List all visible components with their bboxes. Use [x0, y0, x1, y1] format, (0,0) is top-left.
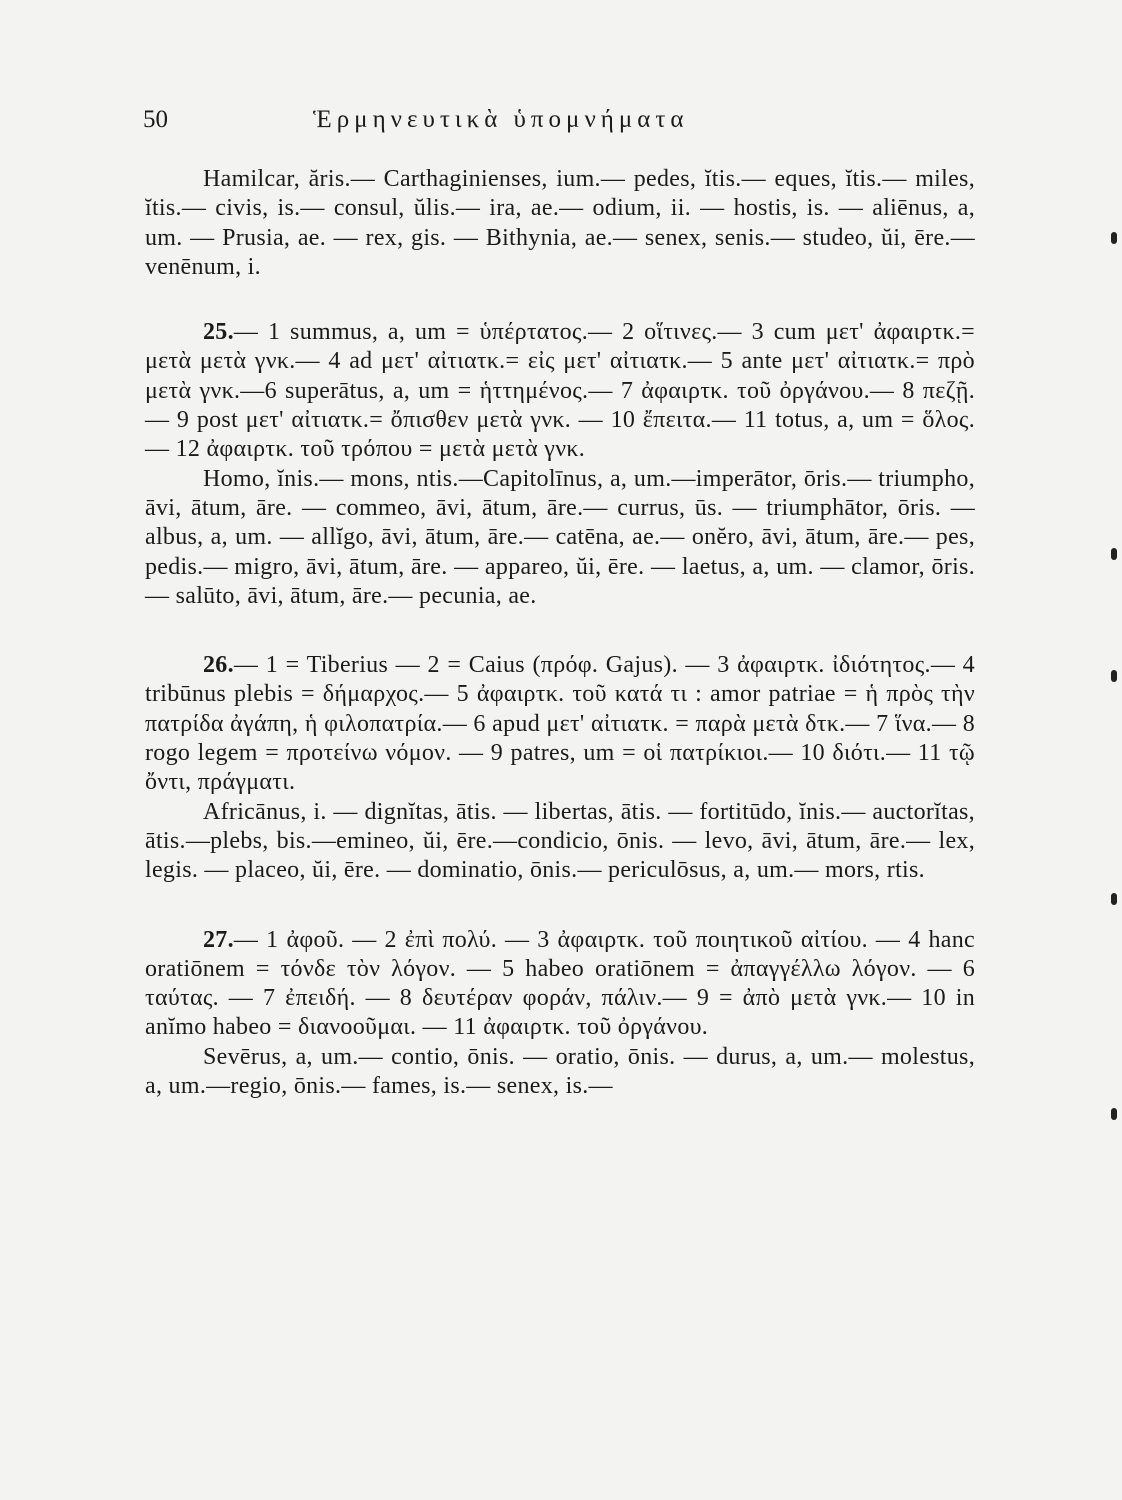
- section-spacer: [145, 611, 975, 651]
- exercise-26-notes: [145, 651, 975, 797]
- section-spacer: [145, 282, 975, 318]
- vocab-paragraph: Hamilcar, ăris.— Carthaginienses, ium.— pedes, ĭtis.— eques, ĭtis.— miles, ĭtis.— civis, is.— consul, ŭlis.— ira, ae.— odium, ii. — hostis, is. — aliēnus, a, um. — Prusia, ae. — rex, gis. — Bithynia, ae.— senex, senis.— studeo, ŭi, ēre.—venēnum, i.: [145, 166, 975, 280]
- page-header: [143, 100, 973, 140]
- margin-speck: [1111, 670, 1117, 682]
- section-number: 25.: [203, 319, 234, 346]
- exercise-notes-text: — 1 ἀφοῦ. — 2 ἐπὶ πολύ. — 3 ἀφαιρτκ. τοῦ ποιητικοῦ αἰτίου. — 4 hanc oratiōnem = τόνδε τὸν λόγον. — 5 habeo oratiōnem = ἀπαγγέλλω λόγον. — 6 ταύτας. — 7 ἐπειδή. — 8 δευτέραν φοράν, πάλιν.— 9 = ἀπὸ μετὰ γνκ.— 10 in anĭmo habeo = διανοοῦμαι. — 11 ἀφαιρτκ. τοῦ ὀργάνου.: [145, 926, 975, 1041]
- running-title: Ἑρμηνευτικὰ ὑπομνήματα: [313, 106, 689, 133]
- section-number: 27.: [203, 926, 234, 953]
- section-spacer: [145, 886, 975, 926]
- exercise-25-notes: [145, 318, 975, 464]
- margin-speck: [1111, 548, 1117, 560]
- main-text: [145, 165, 975, 1101]
- exercise-27-notes: [145, 926, 975, 1043]
- margin-speck: [1111, 232, 1117, 244]
- exercise-26-vocab: Africānus, i. — dignĭtas, ātis. — libertas, ātis. — fortitūdo, ĭnis.— auctorĭtas, ātis.—plebs, bis.—emineo, ŭi, ēre.—condicio, ōnis. — levo, āvi, ātum, āre.— lex, legis. — placeo, ŭi, ēre. — dominatio, ōnis.— periculōsus, a, um.— mors, rtis.: [145, 798, 975, 884]
- exercise-27-vocab: Sevērus, a, um.— contio, ōnis. — oratio, ōnis. — durus, a, um.— molestus, a, um.—regio, ōnis.— fames, is.— senex, is.—: [145, 1043, 975, 1100]
- exercise-25-vocab: Homo, ĭnis.— mons, ntis.—Capitolīnus, a, um.—imperātor, ōris.— triumpho, āvi, ātum, āre. — commeo, āvi, ātum, āre.— currus, ūs. — triumphātor, ōris. — albus, a, um. — allĭgo, āvi, ātum, āre.— catēna, ae.— onĕro, āvi, ātum, āre.— pes, pedis.— migro, āvi, ātum, āre. — appareo, ŭi, ēre. — laetus, a, um. — clamor, ōris.— salūto, āvi, ātum, āre.— pecunia, ae.: [145, 465, 975, 609]
- margin-speck: [1111, 893, 1117, 905]
- exercise-notes-text: — 1 summus, a, um = ὑπέρτατος.— 2 οἵτινες.— 3 cum μετ' ἀφαιρτκ.= μετὰ μετὰ γνκ.— 4 ad μετ' αἰτιατκ.= εἰς μετ' αἰτιατκ.— 5 ante μετ' αἰτιατκ.= πρὸ μετὰ γνκ.—6 superātus, a, um = ἡττημένος.— 7 ἀφαιρτκ. τοῦ ὀργάνου.— 8 πεζῇ.— 9 post μετ' αἰτιατκ.= ὄπισθεν μετὰ γνκ. — 10 ἔπειτα.— 11 totus, a, um = ὅλος. — 12 ἀφαιρτκ. τοῦ τρόπου = μετὰ μετὰ γνκ.: [145, 319, 975, 463]
- exercise-notes-text: — 1 = Tiberius — 2 = Caius (πρόφ. Gajus). — 3 ἀφαιρτκ. ἰδιότητος.— 4 tribūnus plebis = δήμαρχος.— 5 ἀφαιρτκ. τοῦ κατά τι : amor patriae = ἡ πρὸς τὴν πατρίδα ἀγάπη, ἡ φιλοπατρία.— 6 apud μετ' αἰτιατκ. = παρὰ μετὰ δτκ.— 7 ἵνα.— 8 rogo legem = προτείνω νόμον. — 9 patres, um = οἱ πατρίκιοι.— 10 διότι.— 11 τῷ ὄντι, πράγματι.: [145, 652, 975, 796]
- page-number: 50: [143, 106, 168, 133]
- margin-speck: [1111, 1108, 1117, 1120]
- section-number: 26.: [203, 652, 234, 679]
